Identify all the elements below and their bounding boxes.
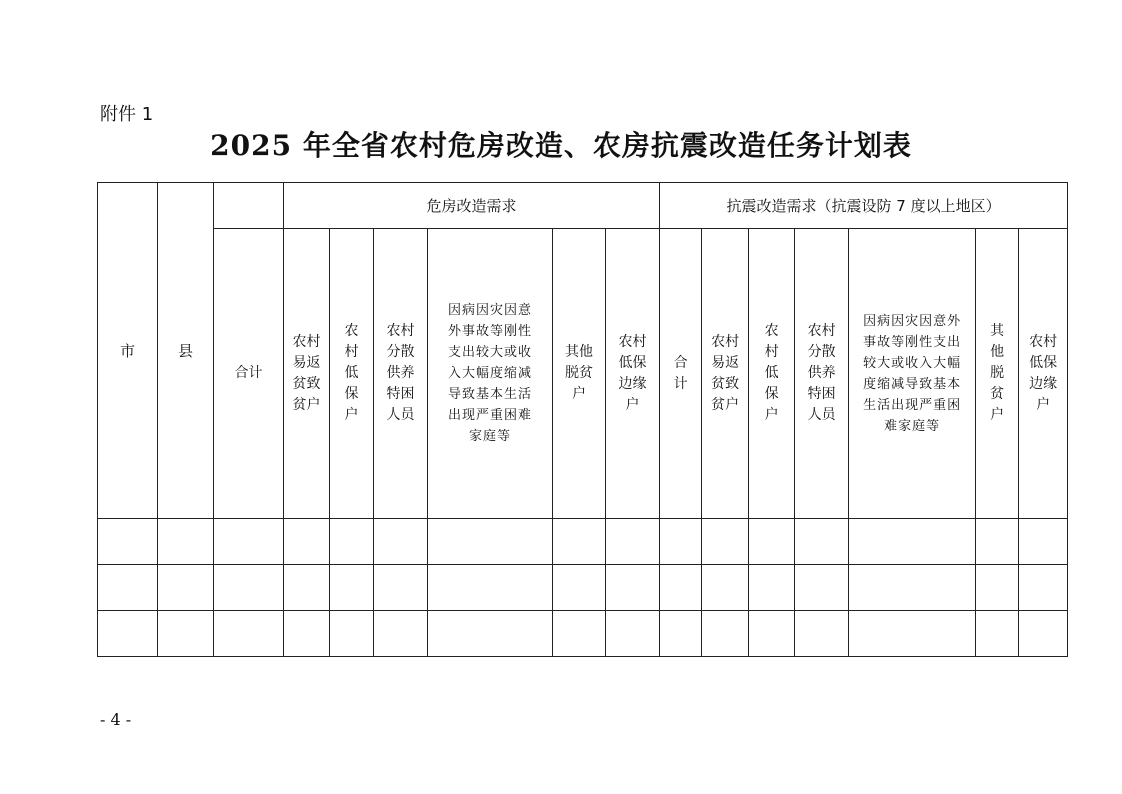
page-number: - 4 - bbox=[100, 710, 132, 729]
quake-scattered-support-header: 农村 分散 供养 特困 人员 bbox=[795, 229, 849, 519]
quake-low-income-header: 农 村 低 保 户 bbox=[749, 229, 795, 519]
table-row bbox=[98, 565, 1068, 611]
header-county: 县 bbox=[158, 183, 214, 519]
quake-relocation-poor-header: 农村 易返 贫致 贫户 bbox=[702, 229, 749, 519]
danger-low-income-header: 农 村 低 保 户 bbox=[330, 229, 374, 519]
danger-illness-disaster-header: 因病因灾因意 外事故等刚性 支出较大或收 入大幅度缩减 导致基本生活 出现严重困难 家庭等 bbox=[428, 229, 553, 519]
quake-other-poverty-exit-header: 其 他 脱 贫 户 bbox=[976, 229, 1019, 519]
task-plan-table bbox=[97, 182, 1068, 657]
header-row-groups bbox=[98, 183, 1068, 229]
group-quake-header: 抗震改造需求（抗震设防 7 度以上地区） bbox=[660, 183, 1068, 229]
danger-other-poverty-exit-header: 其他 脱贫 户 bbox=[553, 229, 606, 519]
danger-total-header: 合计 bbox=[214, 229, 284, 519]
page-title: 2025 年全省农村危房改造、农房抗震改造任务计划表 bbox=[210, 129, 912, 162]
quake-illness-disaster-header: 因病因灾因意外 事故等刚性支出 较大或收入大幅 度缩减导致基本 生活出现严重困 难家庭等 bbox=[849, 229, 976, 519]
quake-total-header: 合 计 bbox=[660, 229, 702, 519]
header-city: 市 bbox=[98, 183, 158, 519]
danger-scattered-support-header: 农村 分散 供养 特困 人员 bbox=[374, 229, 428, 519]
header-blank bbox=[214, 183, 284, 229]
header-row-columns bbox=[98, 229, 1068, 519]
danger-relocation-poor-header: 农村 易返 贫致 贫户 bbox=[284, 229, 330, 519]
group-danger-header: 危房改造需求 bbox=[284, 183, 660, 229]
attachment-label: 附件 1 bbox=[100, 104, 154, 125]
table-row bbox=[98, 519, 1068, 565]
table-row bbox=[98, 611, 1068, 657]
danger-low-income-edge-header: 农村 低保 边缘 户 bbox=[606, 229, 660, 519]
quake-low-income-edge-header: 农村 低保 边缘 户 bbox=[1019, 229, 1068, 519]
